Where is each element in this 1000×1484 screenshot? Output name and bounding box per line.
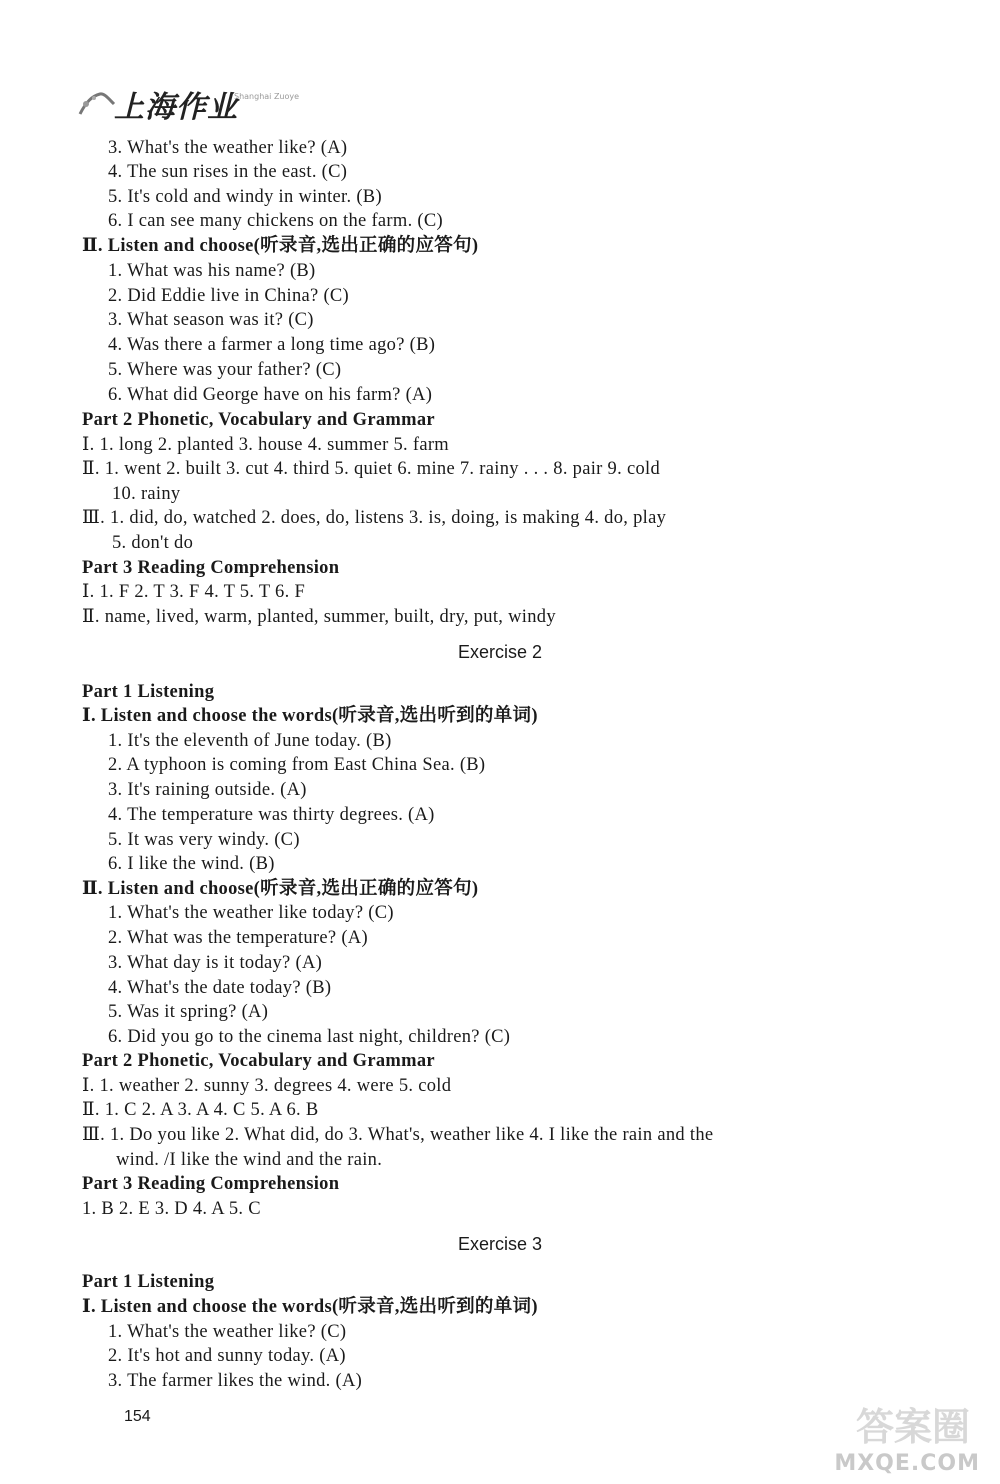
section-heading: Ⅰ. Listen and choose the words(听录音,选出听到的单词) <box>82 1297 538 1317</box>
answer-line: 10. rainy <box>112 484 181 504</box>
answer-line: 6. What did George have on his farm? (A) <box>108 385 433 405</box>
answer-line: 5. Was it spring? (A) <box>108 1002 269 1022</box>
logo-title: 上海作业 <box>114 90 238 125</box>
page-number: 154 <box>124 1408 151 1425</box>
exercise-title: Exercise 3 <box>457 1234 543 1254</box>
watermark-logo-text: 答案圈 <box>855 1405 970 1449</box>
part-heading: Part 1 Listening <box>82 1272 215 1292</box>
answer-line: 5. It was very windy. (C) <box>108 830 300 850</box>
answer-line: 6. Did you go to the cinema last night, children? (C) <box>108 1027 511 1047</box>
answer-line: 1. B 2. E 3. D 4. A 5. C <box>82 1199 261 1219</box>
part-heading: Part 1 Listening <box>82 682 215 702</box>
answer-line: 6. I like the wind. (B) <box>108 854 275 874</box>
answer-line: 3. What's the weather like? (A) <box>108 138 348 158</box>
answer-line: 3. The farmer likes the wind. (A) <box>108 1371 363 1391</box>
answer-line: Ⅰ. 1. long 2. planted 3. house 4. summer 5. farm <box>82 435 449 455</box>
answer-line: Ⅲ. 1. did, do, watched 2. does, do, listens 3. is, doing, is making 4. do, play <box>82 508 667 528</box>
answer-line: 6. I can see many chickens on the farm. (C) <box>108 211 443 231</box>
section-heading: Ⅰ. Listen and choose the words(听录音,选出听到的单词) <box>82 706 538 726</box>
answer-line: 3. It's raining outside. (A) <box>108 780 307 800</box>
answer-line: 2. A typhoon is coming from East China Sea. (B) <box>108 755 486 775</box>
answer-line: 1. It's the eleventh of June today. (B) <box>108 731 392 751</box>
answer-line: Ⅱ. 1. C 2. A 3. A 4. C 5. A 6. B <box>82 1100 319 1120</box>
answer-line: Ⅰ. 1. F 2. T 3. F 4. T 5. T 6. F <box>82 582 306 602</box>
site-watermark <box>780 1396 980 1476</box>
section-heading: Ⅱ. Listen and choose(听录音,选出正确的应答句) <box>82 236 479 256</box>
watermark-url: MXQE.COM <box>834 1451 980 1476</box>
answer-line: Ⅲ. 1. Do you like 2. What did, do 3. What's, weather like 4. I like the rain and the <box>82 1125 714 1145</box>
answer-line: 1. What's the weather like today? (C) <box>108 903 394 923</box>
answer-line: Ⅱ. 1. went 2. built 3. cut 4. third 5. quiet 6. mine 7. rainy . . . 8. pair 9. cold <box>82 459 661 479</box>
answer-line: Ⅱ. name, lived, warm, planted, summer, built, dry, put, windy <box>82 607 556 627</box>
part-heading: Part 2 Phonetic, Vocabulary and Grammar <box>82 410 435 430</box>
answer-line: 2. What was the temperature? (A) <box>108 928 368 948</box>
exercise-title: Exercise 2 <box>457 642 543 662</box>
book-logo <box>78 80 318 124</box>
brush-stroke-icon <box>78 84 118 120</box>
part-heading: Part 2 Phonetic, Vocabulary and Grammar <box>82 1051 435 1071</box>
answer-line: 3. What season was it? (C) <box>108 310 314 330</box>
part-heading: Part 3 Reading Comprehension <box>82 558 340 578</box>
answer-line: wind. /I like the wind and the rain. <box>116 1150 383 1170</box>
answer-line: 4. The sun rises in the east. (C) <box>108 162 348 182</box>
answer-line: 2. It's hot and sunny today. (A) <box>108 1346 346 1366</box>
part-heading: Part 3 Reading Comprehension <box>82 1174 340 1194</box>
answer-line: 4. What's the date today? (B) <box>108 978 332 998</box>
answer-line: 4. Was there a farmer a long time ago? (B) <box>108 335 436 355</box>
answer-line: 1. What's the weather like? (C) <box>108 1322 347 1342</box>
logo-subtitle: Shanghai Zuoye <box>234 92 300 101</box>
answer-line: 5. Where was your father? (C) <box>108 360 342 380</box>
answer-line: 3. What day is it today? (A) <box>108 953 323 973</box>
answer-line: Ⅰ. 1. weather 2. sunny 3. degrees 4. were 5. cold <box>82 1076 452 1096</box>
answer-line: 5. It's cold and windy in winter. (B) <box>108 187 382 207</box>
answer-line: 2. Did Eddie live in China? (C) <box>108 286 350 306</box>
section-heading: Ⅱ. Listen and choose(听录音,选出正确的应答句) <box>82 879 479 899</box>
answer-line: 4. The temperature was thirty degrees. (A) <box>108 805 435 825</box>
answer-line: 5. don't do <box>112 533 194 553</box>
answer-line: 1. What was his name? (B) <box>108 261 316 281</box>
